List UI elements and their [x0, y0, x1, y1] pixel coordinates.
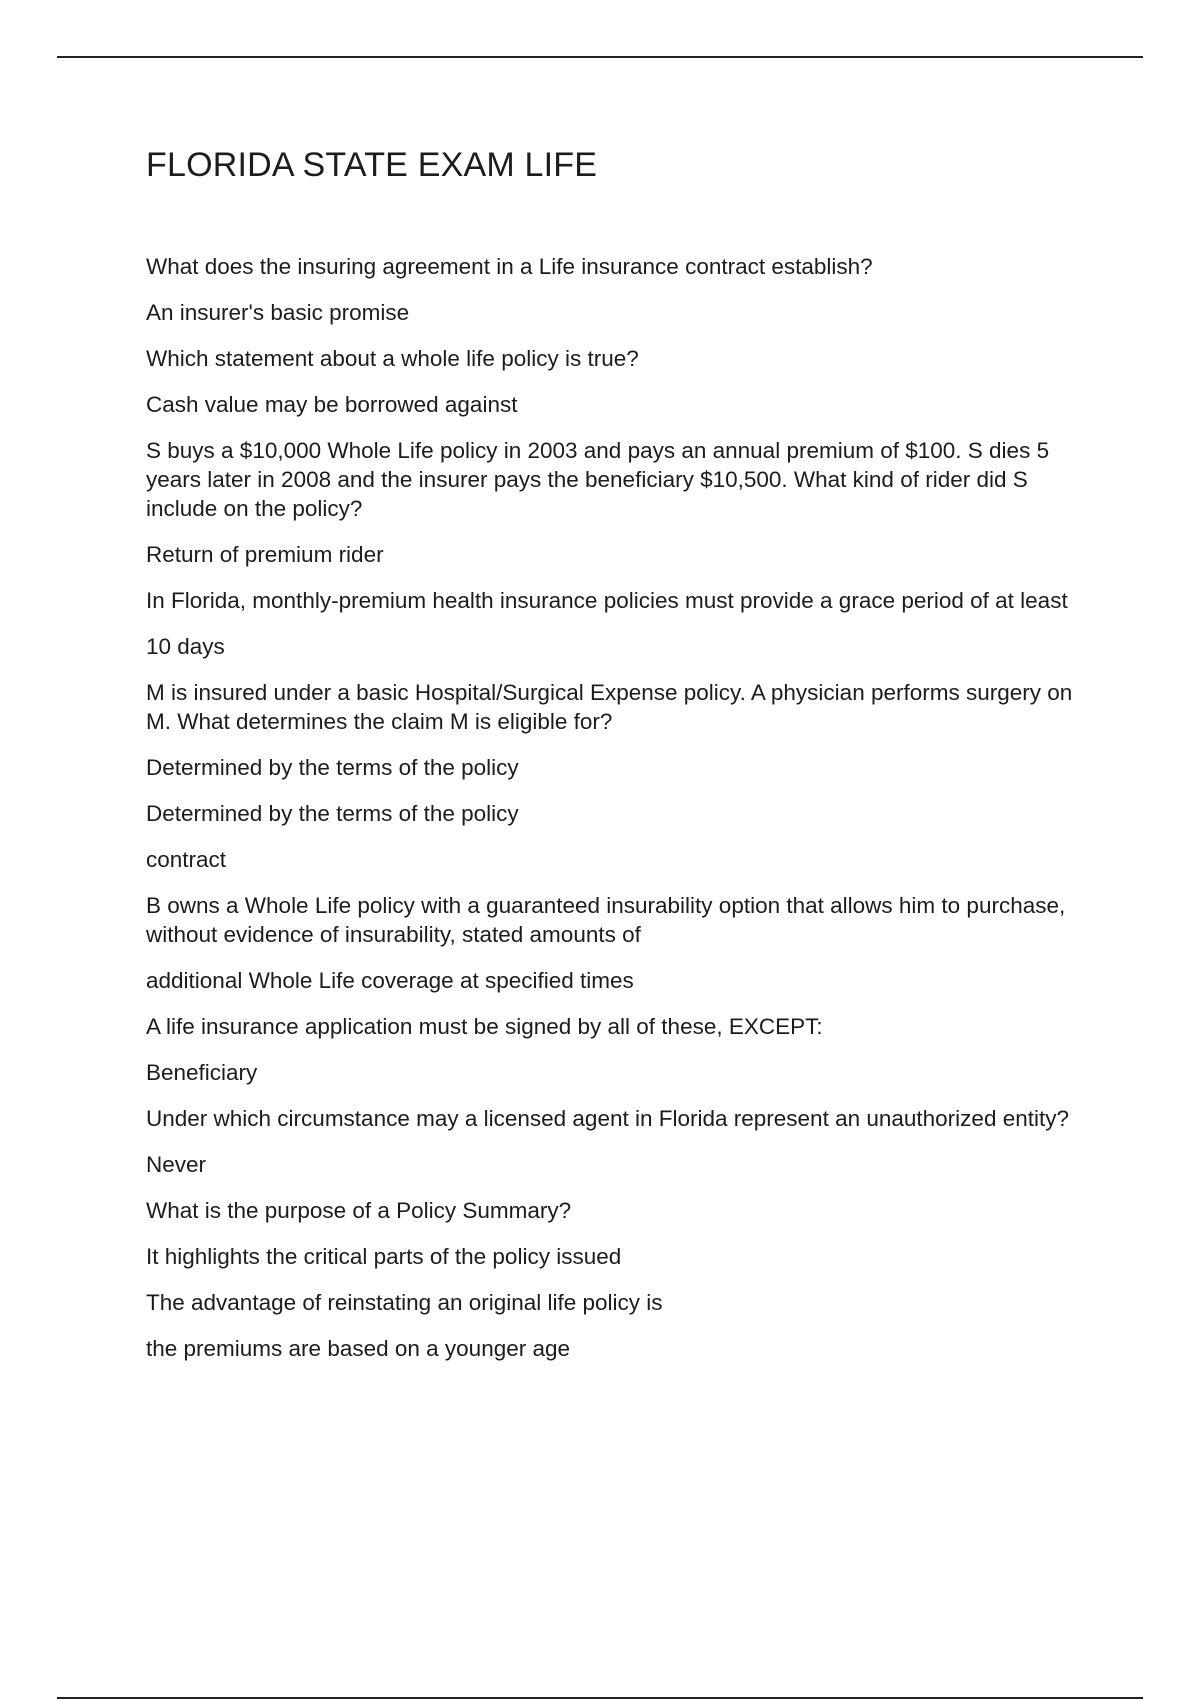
header-divider — [57, 56, 1143, 58]
question-text: M is insured under a basic Hospital/Surgical Expense policy. A physician performs surgery on M. What determines the claim M is eligible for? — [146, 680, 1073, 734]
question-text: Which statement about a whole life policy is true? — [146, 346, 639, 371]
answer-text: Never — [146, 1152, 207, 1177]
answer-text: Cash value may be borrowed against — [146, 392, 518, 417]
answer-text: Return of premium rider — [146, 542, 384, 567]
answer-text: It highlights the critical parts of the policy issued — [146, 1244, 622, 1269]
answer-text: contract — [146, 847, 227, 872]
footer-divider — [57, 1697, 1143, 1699]
question-text: B owns a Whole Life policy with a guaranteed insurability option that allows him to purchase, without evidence of insurability, stated amounts of — [146, 893, 1066, 947]
question-text: The advantage of reinstating an original life policy is — [146, 1290, 663, 1315]
qa-content — [146, 252, 1086, 1380]
question-text: What does the insuring agreement in a Life insurance contract establish? — [146, 254, 873, 279]
answer-text: An insurer's basic promise — [146, 300, 410, 325]
document-title: FLORIDA STATE EXAM LIFE — [146, 146, 598, 184]
answer-text: Beneficiary — [146, 1060, 258, 1085]
question-text: Under which circumstance may a licensed agent in Florida represent an unauthorized entity? — [146, 1106, 1069, 1131]
question-text: What is the purpose of a Policy Summary? — [146, 1198, 572, 1223]
question-text: S buys a $10,000 Whole Life policy in 2003 and pays an annual premium of $100. S dies 5 years later in 2008 and the insurer pays the beneficiary $10,500. What kind of rider did S include on the policy? — [146, 438, 1050, 521]
answer-text: Determined by the terms of the policy — [146, 755, 519, 780]
answer-text: additional Whole Life coverage at specified times — [146, 968, 634, 993]
question-text: Determined by the terms of the policy — [146, 801, 519, 826]
answer-text: the premiums are based on a younger age — [146, 1336, 571, 1361]
answer-text: 10 days — [146, 634, 225, 659]
question-text: A life insurance application must be signed by all of these, EXCEPT: — [146, 1014, 823, 1039]
question-text: In Florida, monthly-premium health insurance policies must provide a grace period of at least — [146, 588, 1068, 613]
